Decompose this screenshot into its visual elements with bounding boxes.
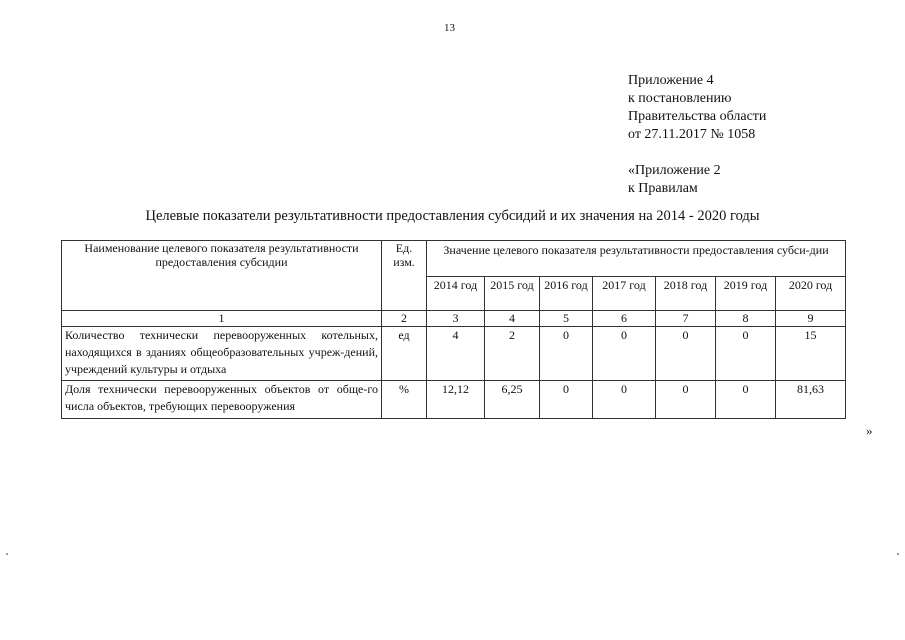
unit-cell: ед [382, 327, 427, 381]
column-number: 1 [62, 311, 382, 327]
appendix-line: Правительства области [628, 109, 767, 124]
header-value-cell: Значение целевого показателя результативности предоставления субси-дии [427, 241, 846, 277]
value-cell: 15 [776, 327, 846, 381]
page-number: 13 [444, 22, 455, 34]
value-cell: 4 [427, 327, 485, 381]
table-row [62, 381, 846, 419]
value-cell: 0 [593, 327, 656, 381]
year-cell: 2014 год [427, 277, 485, 311]
column-number: 2 [382, 311, 427, 327]
value-cell: 0 [593, 381, 656, 419]
year-cell: 2016 год [540, 277, 593, 311]
scan-mark [6, 553, 8, 555]
appendix-sub-line: «Приложение 2 [628, 163, 721, 178]
column-number: 4 [485, 311, 540, 327]
year-cell: 2017 год [593, 277, 656, 311]
appendix-block [628, 72, 766, 198]
header-row [62, 241, 846, 277]
value-cell: 0 [656, 381, 716, 419]
year-cell: 2015 год [485, 277, 540, 311]
header-unit-cell: Ед. изм. [382, 241, 427, 311]
year-cell: 2020 год [776, 277, 846, 311]
year-cell: 2018 год [656, 277, 716, 311]
value-cell: 12,12 [427, 381, 485, 419]
indicators-table [61, 240, 846, 419]
appendix-line: от 27.11.2017 № 1058 [628, 127, 756, 142]
appendix-line: к постановлению [628, 91, 732, 106]
year-cell: 2019 год [716, 277, 776, 311]
header-name-cell: Наименование целевого показателя результативности предоставления субсидии [62, 241, 382, 311]
closing-quote: » [866, 423, 873, 438]
value-cell: 2 [485, 327, 540, 381]
column-number: 6 [593, 311, 656, 327]
value-cell: 6,25 [485, 381, 540, 419]
value-cell: 0 [716, 327, 776, 381]
appendix-sub-line: к Правилам [628, 181, 698, 196]
column-number: 8 [716, 311, 776, 327]
value-cell: 0 [716, 381, 776, 419]
table-row [62, 327, 846, 381]
column-number: 3 [427, 311, 485, 327]
column-number: 9 [776, 311, 846, 327]
unit-cell: % [382, 381, 427, 419]
value-cell: 0 [656, 327, 716, 381]
column-number: 5 [540, 311, 593, 327]
value-cell: 81,63 [776, 381, 846, 419]
spacer [628, 144, 766, 162]
value-cell: 0 [540, 327, 593, 381]
column-number-row [62, 311, 846, 327]
value-cell: 0 [540, 381, 593, 419]
indicator-name-cell: Доля технически перевооруженных объектов от обще-го числа объектов, требующих перевооружения [62, 381, 382, 419]
document-title: Целевые показатели результативности предоставления субсидий и их значения на 2014 - 2020 годы [145, 208, 760, 224]
indicator-name-cell: Количество технически перевооруженных котельных, находящихся в зданиях общеобразовательных учреж-дений, учреждений культуры и отдыха [62, 327, 382, 381]
appendix-line: Приложение 4 [628, 73, 714, 88]
column-number: 7 [656, 311, 716, 327]
scan-mark [897, 553, 899, 555]
